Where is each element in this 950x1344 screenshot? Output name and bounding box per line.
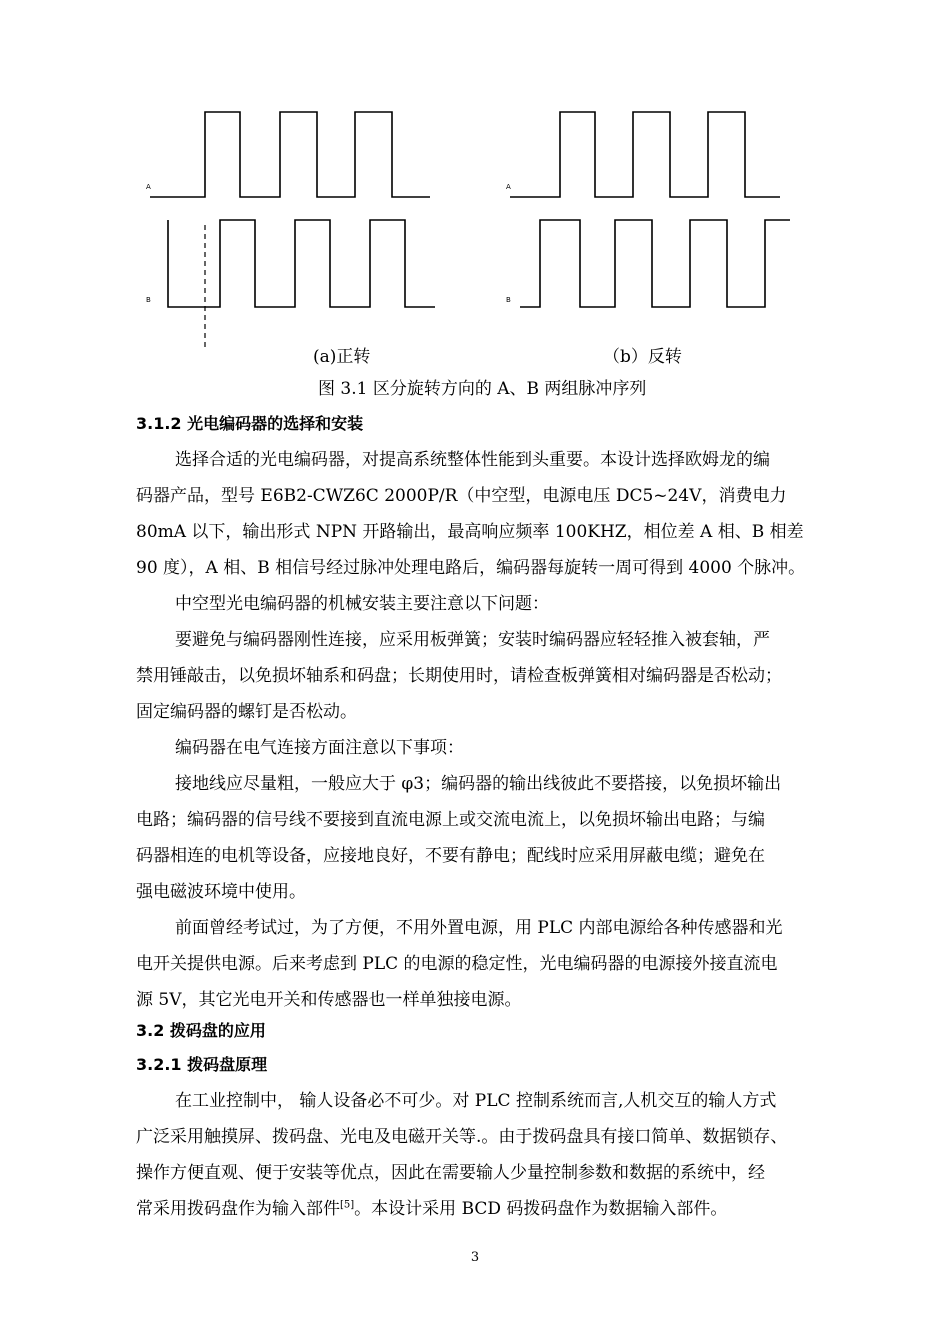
paragraph-line: 在工业控制中， 输人设备必不可少。对 PLC 控制系统而言,人机交互的输人方式 — [175, 1091, 777, 1111]
paragraph-line: 前面曾经考试过，为了方便，不用外置电源，用 PLC 内部电源给各种传感器和光 — [175, 918, 783, 938]
paragraph-line: 90 度），A 相、B 相信号经过脉冲处理电路后，编码器每旋转一周可得到 4000 个脉冲。 — [136, 558, 806, 578]
page-number: 3 — [470, 1250, 480, 1265]
paragraph-line-with-citation — [136, 1198, 727, 1220]
panel-a-label: (a)正转 — [313, 347, 371, 367]
section-3-2-heading: 3.2 拨码盘的应用 — [136, 1021, 266, 1040]
section-3-1-2-heading: 3.1.2 光电编码器的选择和安装 — [136, 414, 364, 433]
paragraph-line: 编码器在电气连接方面注意以下事项： — [175, 738, 464, 758]
signal-b-label-right: B — [506, 296, 511, 304]
signal-a-label-left: A — [146, 183, 151, 191]
citation-reference: [5] — [340, 1199, 355, 1211]
figure-caption: 图 3.1 区分旋转方向的 A、B 两组脉冲序列 — [318, 379, 647, 399]
paragraph-line: 中空型光电编码器的机械安装主要注意以下问题： — [175, 594, 549, 614]
paragraph-line: 广泛采用触摸屏、拨码盘、光电及电磁开关等.。由于拨码盘具有接口简单、数据锁存、 — [136, 1127, 788, 1147]
pulse-waveform-figure — [130, 100, 830, 350]
paragraph-line: 码器产品，型号 E6B2-CWZ6C 2000P/R（中空型，电源电压 DC5~24V，消费电力 — [136, 486, 787, 506]
line-text: 。本设计采用 BCD 码拨码盘作为数据输入部件。 — [354, 1199, 728, 1219]
paragraph-line: 选择合适的光电编码器，对提高系统整体性能到头重要。本设计选择欧姆龙的编 — [175, 450, 770, 470]
signal-a-label-right: A — [506, 183, 511, 191]
paragraph-line: 源 5V，其它光电开关和传感器也一样单独接电源。 — [136, 990, 522, 1010]
signal-b-label-left: B — [146, 296, 151, 304]
waveform-a-forward-signal-a — [150, 112, 430, 197]
paragraph-line: 固定编码器的螺钉是否松动。 — [136, 702, 357, 722]
paragraph-line: 要避免与编码器刚性连接，应采用板弹簧；安装时编码器应轻轻推入被套轴，严 — [175, 630, 770, 650]
paragraph-line: 操作方便直观、便于安装等优点，因此在需要输人少量控制参数和数据的系统中，经 — [136, 1163, 765, 1183]
panel-b-label: （b）反转 — [603, 347, 682, 367]
paragraph-line: 码器相连的电机等设备，应接地良好，不要有静电；配线时应采用屏蔽电缆；避免在 — [136, 846, 765, 866]
paragraph-line: 强电磁波环境中使用。 — [136, 882, 306, 902]
paragraph-line: 80mA 以下，输出形式 NPN 开路输出，最高响应频率 100KHZ，相位差 A 相、B 相差 — [136, 522, 804, 542]
waveform-b-reverse-signal-a — [510, 112, 780, 197]
section-3-2-1-heading: 3.2.1 拨码盘原理 — [136, 1055, 268, 1074]
waveform-a-forward-signal-b — [168, 220, 435, 307]
paragraph-line: 电开关提供电源。后来考虑到 PLC 的电源的稳定性，光电编码器的电源接外接直流电 — [136, 954, 778, 974]
waveform-b-reverse-signal-b — [520, 220, 790, 307]
paragraph-line: 接地线应尽量粗，一般应大于 φ3；编码器的输出线彼此不要搭接，以免损坏输出 — [175, 774, 782, 794]
paragraph-line: 电路；编码器的信号线不要接到直流电源上或交流电流上，以免损坏输出电路；与编 — [136, 810, 765, 830]
paragraph-line: 禁用锤敲击，以免损坏轴系和码盘；长期使用时，请检查板弹簧相对编码器是否松动； — [136, 666, 782, 686]
line-text: 常采用拨码盘作为输入部件 — [136, 1199, 340, 1219]
